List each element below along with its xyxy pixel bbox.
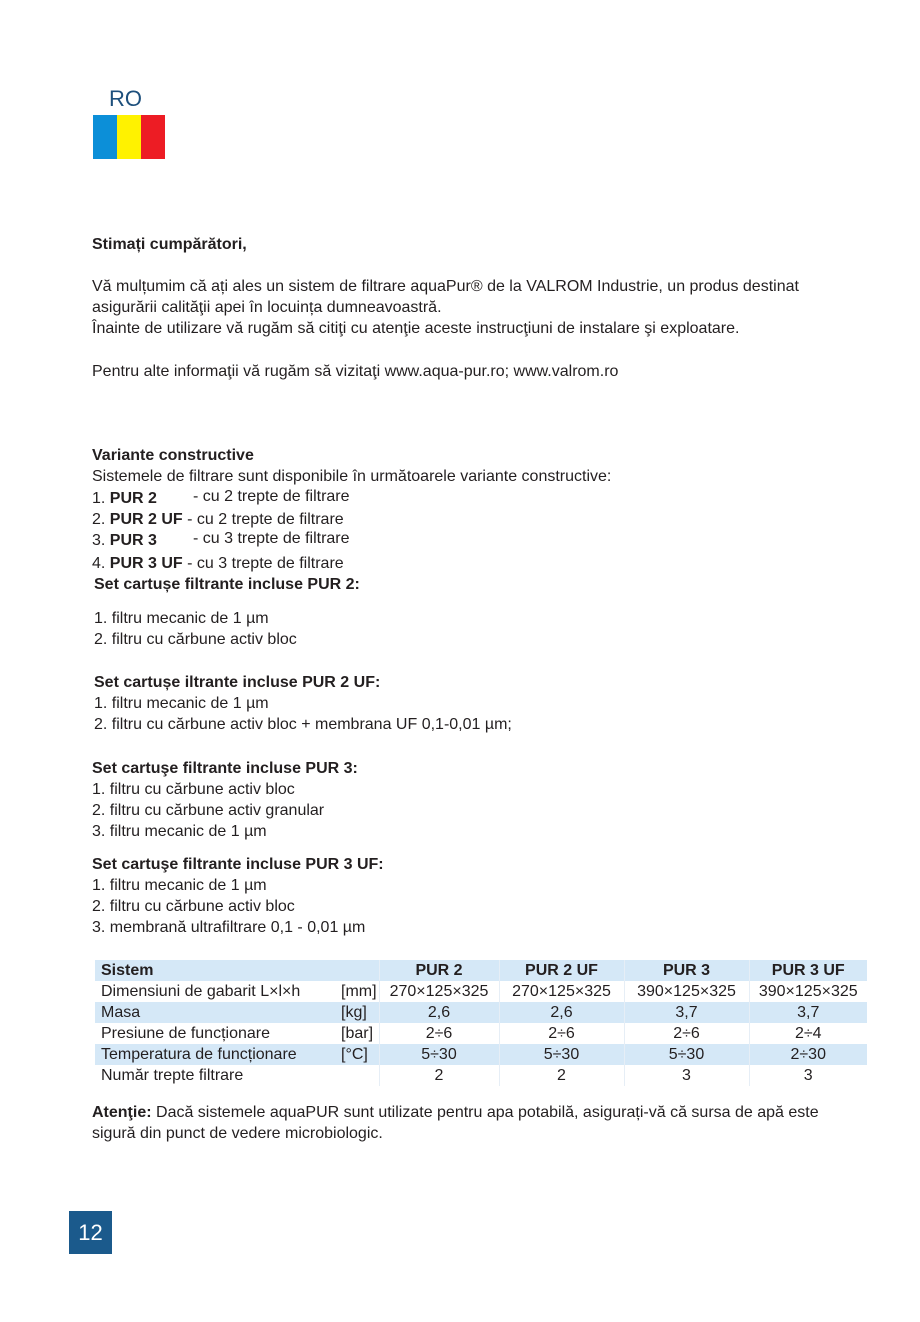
variant-item [92, 488, 350, 508]
set-item: 2. filtru cu cărbune activ bloc + membrana UF 0,1-0,01 µm; [94, 716, 512, 733]
table-cell: 2,6 [379, 1002, 499, 1023]
intro-line: Vă mulțumim că ați ales un sistem de filtrare aquaPur® de la VALROM Industrie, un produs destinat [92, 278, 799, 295]
table-cell [335, 960, 379, 981]
table-cell [335, 1065, 379, 1086]
set-item: 3. filtru mecanic de 1 µm [92, 823, 267, 840]
flag-stripe-red [141, 115, 165, 159]
table-cell: 2÷6 [499, 1023, 624, 1044]
text-span [95, 960, 867, 1086]
table-row [95, 981, 867, 1002]
table-row [95, 1044, 867, 1065]
text-span: 2. [92, 511, 106, 528]
text-span: - cu 2 trepte de filtrare [193, 488, 350, 505]
table-cell: PUR 3 [624, 960, 749, 981]
table-cell: PUR 3 UF [749, 960, 867, 981]
table-cell: 3 [624, 1065, 749, 1086]
variants-subtitle: Sistemele de filtrare sunt disponibile în următoarele variante constructive: [92, 468, 612, 485]
text-span: 1. [92, 490, 106, 507]
table-cell: 2,6 [499, 1002, 624, 1023]
table-row [95, 1065, 867, 1086]
language-label: RO [109, 86, 142, 111]
set-title: Set cartuşe filtrante incluse PUR 3: [92, 760, 358, 777]
table-cell: 2÷30 [749, 1044, 867, 1065]
variant-item [92, 530, 350, 550]
table-cell: [°C] [335, 1044, 379, 1065]
table-row [95, 1023, 867, 1044]
table-cell: 2÷4 [749, 1023, 867, 1044]
table-cell: [mm] [341, 982, 377, 1000]
table-cell: 270×125×325 [379, 981, 499, 1002]
table-cell: 5÷30 [499, 1044, 624, 1065]
table-cell: PUR 2 UF [499, 960, 624, 981]
warning-label: Atenţie: [92, 1104, 152, 1121]
flag-stripe-yellow [117, 115, 141, 159]
set-item: 1. filtru cu cărbune activ bloc [92, 781, 295, 798]
text-span: PUR 2 [109, 490, 157, 507]
text-span: - cu 2 trepte de filtrare [187, 511, 344, 528]
table-cell: Presiune de funcționare [101, 1024, 270, 1042]
info-line: Pentru alte informaţii vă rugăm să vizitaţi www.aqua-pur.ro; www.valrom.ro [92, 363, 619, 380]
specs-table [95, 960, 867, 1086]
variant-item [92, 511, 344, 529]
intro-line: Înainte de utilizare vă rugăm să citiţi cu atenţie aceste instrucţiuni de instalare şi exploatare. [92, 320, 740, 337]
table-cell: 2 [499, 1065, 624, 1086]
table-cell: Temperatura de funcționare [95, 1044, 335, 1065]
table-cell: 3,7 [749, 1002, 867, 1023]
set-title: Set cartușe filtrante incluse PUR 2: [94, 576, 360, 593]
text-span: 3. [92, 532, 106, 549]
set-item: 3. membrană ultrafiltrare 0,1 - 0,01 µm [92, 919, 366, 936]
set-item: 2. filtru cu cărbune activ bloc [94, 631, 297, 648]
set-title: Set cartuşe filtrante incluse PUR 3 UF: [92, 856, 384, 873]
table-cell: 5÷30 [379, 1044, 499, 1065]
text-span: Dacă sistemele aquaPUR sunt utilizate pentru apa potabilă, asigurați-vă că sursa de apă este [151, 1104, 819, 1121]
variant-item [92, 555, 344, 573]
table-cell: 2÷6 [379, 1023, 499, 1044]
table-cell: Dimensiuni de gabarit L×l×h [101, 982, 301, 1000]
variants-title: Variante constructive [92, 447, 254, 464]
table-cell: 5÷30 [624, 1044, 749, 1065]
set-item: 2. filtru cu cărbune activ bloc [92, 898, 295, 915]
greeting: Stimați cumpărători, [92, 236, 247, 253]
table-cell: 2 [379, 1065, 499, 1086]
table-cell: PUR 2 [379, 960, 499, 981]
table-header-row [95, 960, 867, 981]
intro-line: asigurării calităţii apei în locuința dumneavoastră. [92, 299, 442, 316]
table-cell: 3 [749, 1065, 867, 1086]
table-cell: 2÷6 [624, 1023, 749, 1044]
page-number: 12 [69, 1211, 112, 1254]
table-cell: Număr trepte filtrare [101, 1066, 244, 1084]
set-item: 1. filtru mecanic de 1 µm [92, 877, 267, 894]
warning-line [92, 1104, 819, 1122]
table-cell: [kg] [335, 1002, 379, 1023]
set-item: 1. filtru mecanic de 1 µm [94, 695, 269, 712]
table-cell: 3,7 [624, 1002, 749, 1023]
text-span: PUR 3 UF [109, 555, 183, 572]
text-span: PUR 2 UF [109, 511, 183, 528]
table-cell: Sistem [95, 960, 335, 981]
table-cell: 390×125×325 [624, 981, 749, 1002]
table-cell: 270×125×325 [499, 981, 624, 1002]
table-cell: [bar] [341, 1024, 374, 1042]
table-cell: Masa [95, 1002, 335, 1023]
set-title: Set cartușe iltrante incluse PUR 2 UF: [94, 674, 381, 691]
table-row [95, 1002, 867, 1023]
set-item: 1. filtru mecanic de 1 µm [94, 610, 269, 627]
text-span: - cu 3 trepte de filtrare [187, 555, 344, 572]
text-span: 4. [92, 555, 106, 572]
set-item: 2. filtru cu cărbune activ granular [92, 802, 325, 819]
text-span: PUR 3 [109, 532, 157, 549]
text-span: - cu 3 trepte de filtrare [193, 530, 350, 547]
table-cell: 390×125×325 [749, 981, 867, 1002]
warning-line: sigură din punct de vedere microbiologic. [92, 1125, 383, 1142]
flag-stripe-blue [93, 115, 117, 159]
